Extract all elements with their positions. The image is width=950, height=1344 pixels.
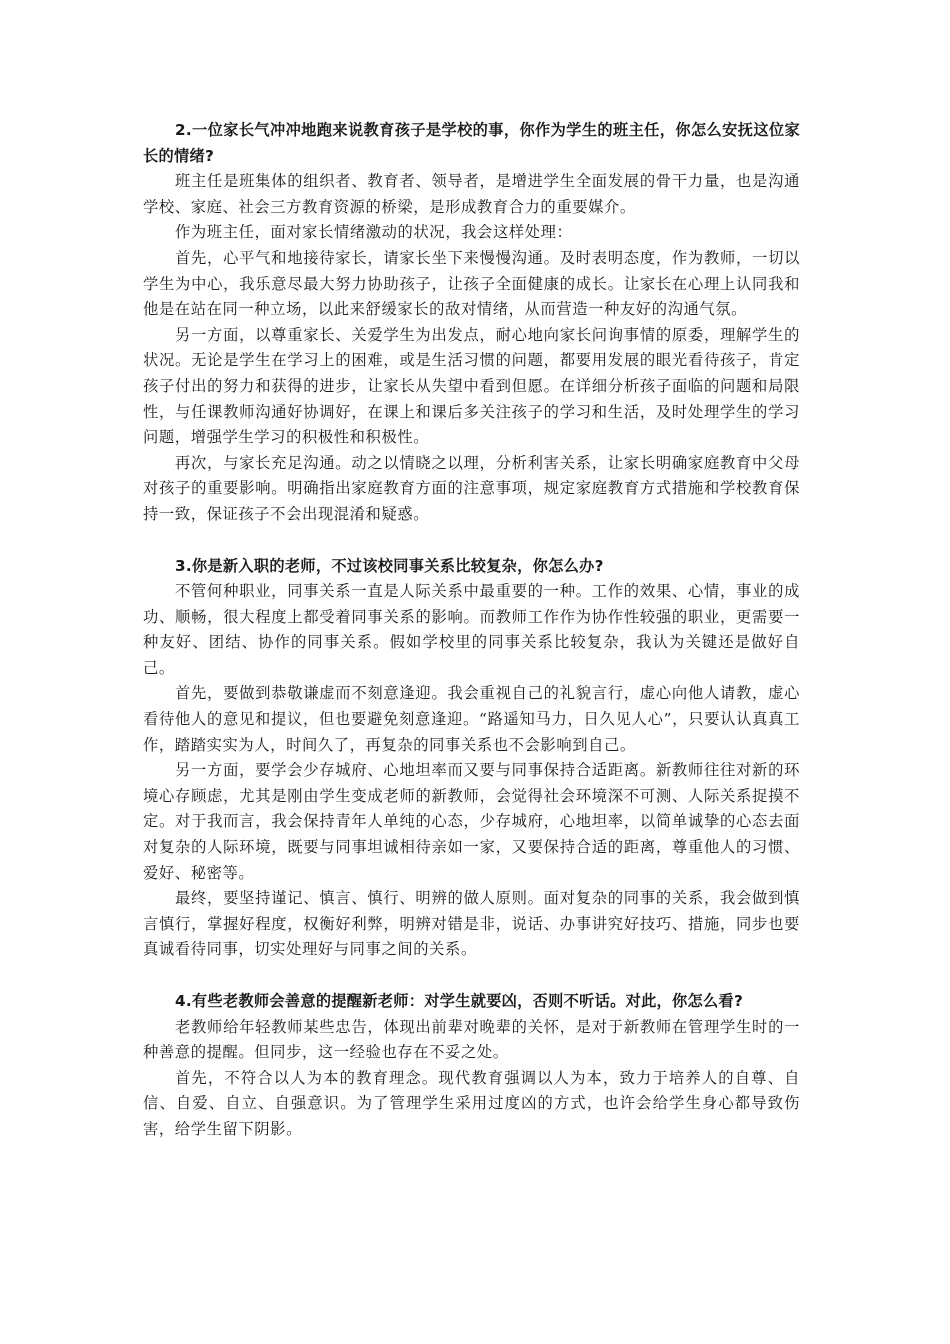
paragraph: 首先，不符合以人为本的教育理念。现代教育强调以人为本，致力于培养人的自尊、自信、自爱、自立、自强意识。为了管理学生采用过度凶的方式，也许会给学生身心都导致伤害，给学生留下阴影。 — [143, 1068, 800, 1138]
document-page — [143, 118, 800, 1143]
section-spacer — [143, 528, 800, 554]
section-spacer — [143, 963, 800, 989]
section-q3 — [143, 554, 800, 964]
paragraph: 最终，要坚持谨记、慎言、慎行、明辨的做人原则。面对复杂的同事的关系，我会做到慎言慎行，掌握好程度，权衡好利弊，明辨对错是非，说话、办事讲究好技巧、措施，同步也要真诚看待同事，切实处理好与同事之间的关系。 — [143, 889, 800, 959]
paragraph: 再次，与家长充足沟通。动之以情晓之以理，分析利害关系，让家长明确家庭教育中父母对孩子的重要影响。明确指出家庭教育方面的注意事项，规定家庭教育方式措施和学校教育保持一致，保证孩子不会出现混淆和疑惑。 — [143, 453, 800, 523]
question-heading: 4.有些老教师会善意的提醒新老师：对学生就要凶，否则不听话。对此，你怎么看? — [175, 992, 744, 1010]
paragraph: 老教师给年轻教师某些忠告，体现出前辈对晚辈的关怀，是对于新教师在管理学生时的一种善意的提醒。但同步，这一经验也存在不妥之处。 — [143, 1017, 800, 1062]
section-q4 — [143, 989, 800, 1143]
paragraph: 班主任是班集体的组织者、教育者、领导者，是增进学生全面发展的骨干力量，也是沟通学校、家庭、社会三方教育资源的桥梁，是形成教育合力的重要媒介。 — [143, 172, 800, 216]
paragraph: 不管何种职业，同事关系一直是人际关系中最重要的一种。工作的效果、心情，事业的成功、顺畅，很大程度上都受着同事关系的影响。而教师工作作为协作性较强的职业，更需要一种友好、团结、协作的同事关系。假如学校里的同事关系比较复杂，我认为关键还是做好自己。 — [143, 582, 800, 677]
paragraph: 另一方面，以尊重家长、关爱学生为出发点，耐心地向家长问询事情的原委，理解学生的状况。无论是学生在学习上的困难，或是生活习惯的问题，都要用发展的眼光看待孩子，肯定孩子付出的努力和获得的进步，让家长从失望中看到但愿。在详细分析孩子面临的问题和局限性，与任课教师沟通好协调好，在课上和课后多关注孩子的学习和生活，及时处理学生的学习问题，增强学生学习的积极性和积极性。 — [143, 325, 800, 447]
question-heading: 3.你是新入职的老师，不过该校同事关系比较复杂，你怎么办? — [175, 556, 604, 575]
paragraph: 另一方面，要学会少存城府、心地坦率而又要与同事保持合适距离。新教师往往对新的环境心存顾虑，尤其是刚由学生变成老师的新教师，会觉得社会环境深不可测、人际关系捉摸不定。对于我而言，我会保持青年人单纯的心态，少存城府，心地坦率，以简单诚挚的心态去面对复杂的人际环境，既要与同事坦诚相待亲如一家，又要保持合适的距离，尊重他人的习惯、爱好、秘密等。 — [143, 761, 800, 882]
paragraph: 首先，心平气和地接待家长，请家长坐下来慢慢沟通。及时表明态度，作为教师，一切以学生为中心，我乐意尽最大努力协助孩子，让孩子全面健康的成长。让家长在心理上认同我和他是在站在同一种立场，以此来舒缓家长的敌对情绪，从而营造一种友好的沟通气氛。 — [143, 248, 800, 319]
paragraph: 作为班主任，面对家长情绪激动的状况，我会这样处理： — [175, 223, 573, 242]
question-heading: 2.一位家长气冲冲地跑来说教育孩子是学校的事，你作为学生的班主任，你怎么安抚这位家长的情绪? — [143, 121, 800, 165]
section-q2 — [143, 118, 800, 528]
paragraph: 首先，要做到恭敬谦虚而不刻意逢迎。我会重视自己的礼貌言行，虚心向他人请教，虚心看待他人的意见和提议，但也要避免刻意逢迎。“路遥知马力，日久见人心”，只要认认真真工作，踏踏实实为人，时间久了，再复杂的同事关系也不会影响到自己。 — [143, 684, 800, 754]
